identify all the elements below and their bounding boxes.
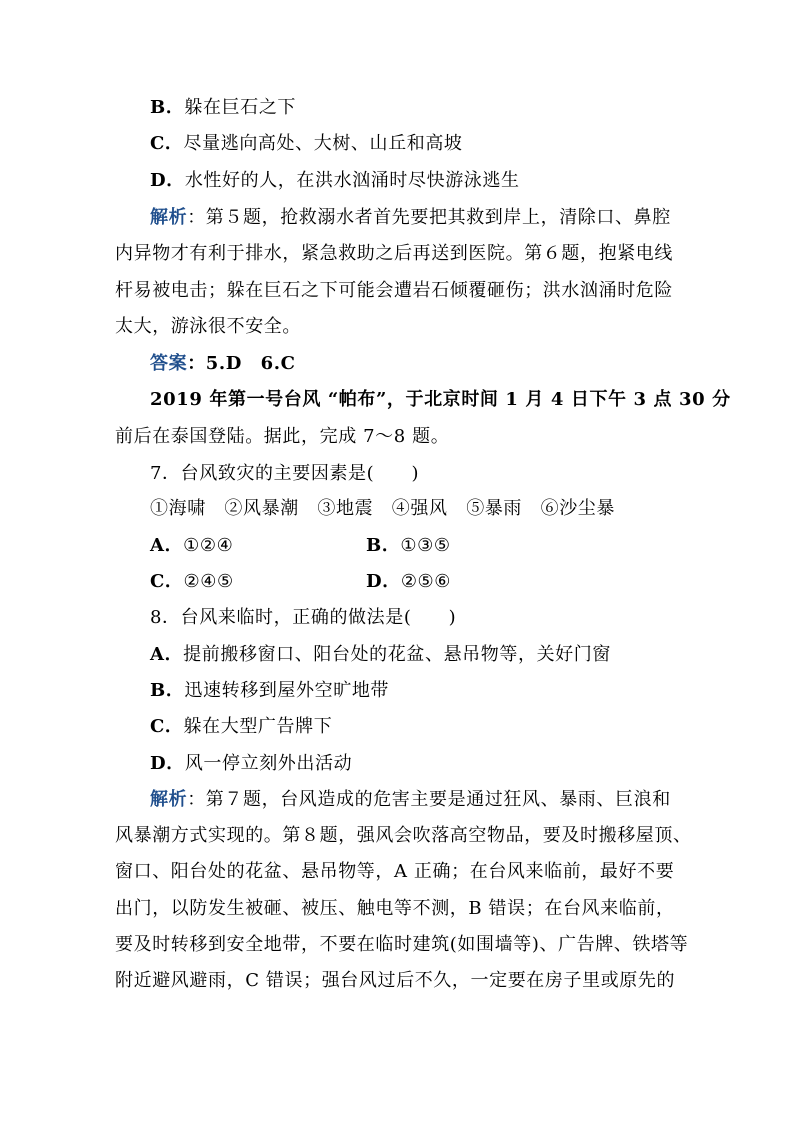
analysis-2-line-1 (150, 788, 671, 812)
option-letter: A． (150, 535, 184, 556)
q6-option-d (150, 169, 520, 193)
answer-1 (150, 352, 296, 376)
option-text: ②⑤⑥ (400, 571, 452, 592)
analysis-label: 解析 (150, 789, 188, 810)
analysis-text: ：第５题，抢救溺水者首先要把其救到岸上，清除口、鼻腔 (187, 207, 671, 228)
option-letter: B． (150, 97, 185, 118)
q7-option-d (366, 570, 451, 594)
q8-stem: 8．台风来临时，正确的做法是( ) (150, 607, 457, 628)
option-letter: C． (150, 133, 184, 154)
q7-options-row-1 (150, 534, 710, 558)
option-text: 尽量逃向高处、大树、山丘和高坡 (183, 133, 463, 154)
option-text: 躲在大型广告牌下 (183, 716, 333, 737)
option-text: 水性好的人，在洪水汹涌时尽快游泳逃生 (184, 170, 520, 191)
analysis-2-line-6: 附近避风避雨，C 错误；强台风过后不久，一定要在房子里或原先的 (115, 970, 676, 991)
option-letter: B． (366, 535, 401, 556)
option-letter: D． (366, 571, 401, 592)
q7-option-c (150, 571, 234, 592)
analysis-2-line-2: 风暴潮方式实现的。第８题，强风会吹落高空物品，要及时搬移屋顶、 (115, 825, 692, 846)
q8-option-b (150, 679, 389, 703)
option-letter: D． (150, 753, 185, 774)
q7-option-b (366, 534, 451, 558)
analysis-1-line-1 (150, 206, 671, 230)
analysis-1-line-3: 杆易被电击；躲在巨石之下可能会遭岩石倾覆砸伤；洪水汹涌时危险 (115, 280, 673, 301)
answer-label: 答案 (150, 353, 188, 374)
analysis-1-line-2: 内异物才有利于排水，紧急救助之后再送到医院。第６题，抱紧电线 (115, 243, 673, 264)
option-text: ①②④ (183, 535, 234, 556)
option-letter: C． (150, 571, 184, 592)
analysis-2-line-5: 要及时转移到安全地带，不要在临时建筑(如围墙等)、广告牌、铁塔等 (115, 934, 689, 955)
q7-stem: 7．台风致灾的主要因素是( ) (150, 463, 420, 484)
answer-text: ：5.D 6.C (187, 353, 296, 374)
analysis-1-line-4: 太大，游泳很不安全。 (115, 316, 301, 337)
option-text: ②④⑤ (183, 571, 234, 592)
option-letter: B． (150, 680, 185, 701)
analysis-label: 解析 (150, 207, 188, 228)
q8-option-c (150, 715, 332, 739)
analysis-2-line-3: 窗口、阳台处的花盆、悬吊物等，A 正确；在台风来临前，最好不要 (115, 861, 675, 882)
option-letter: A． (150, 644, 184, 665)
analysis-2-line-4: 出门，以防发生被砸、被压、触电等不测，B 错误；在台风来临前， (115, 898, 675, 919)
option-text: 提前搬移窗口、阳台处的花盆、悬吊物等，关好门窗 (183, 644, 611, 665)
option-letter: C． (150, 716, 184, 737)
q6-option-c (150, 132, 463, 156)
option-letter: D． (150, 170, 185, 191)
q8-option-a (150, 643, 611, 667)
option-text: 迅速转移到屋外空旷地带 (184, 680, 390, 701)
q8-option-d (150, 752, 352, 776)
intro-line-2: 前后在泰国登陆。据此，完成 7～8 题。 (115, 426, 450, 447)
q7-options-row-2 (150, 570, 710, 594)
option-text: 躲在巨石之下 (184, 97, 297, 118)
intro-line-1: 2019 年第一号台风 “帕布”，于北京时间 1 月 4 日下午 3 点 30 分 (150, 389, 731, 410)
q7-factors: ①海啸 ②风暴潮 ③地震 ④强风 ⑤暴雨 ⑥沙尘暴 (150, 498, 615, 519)
q6-option-b (150, 96, 296, 120)
analysis-text: ：第７题，台风造成的危害主要是通过狂风、暴雨、巨浪和 (187, 789, 671, 810)
q7-option-a (150, 535, 233, 556)
option-text: ①③⑤ (400, 535, 451, 556)
option-text: 风一停立刻外出活动 (184, 753, 353, 774)
